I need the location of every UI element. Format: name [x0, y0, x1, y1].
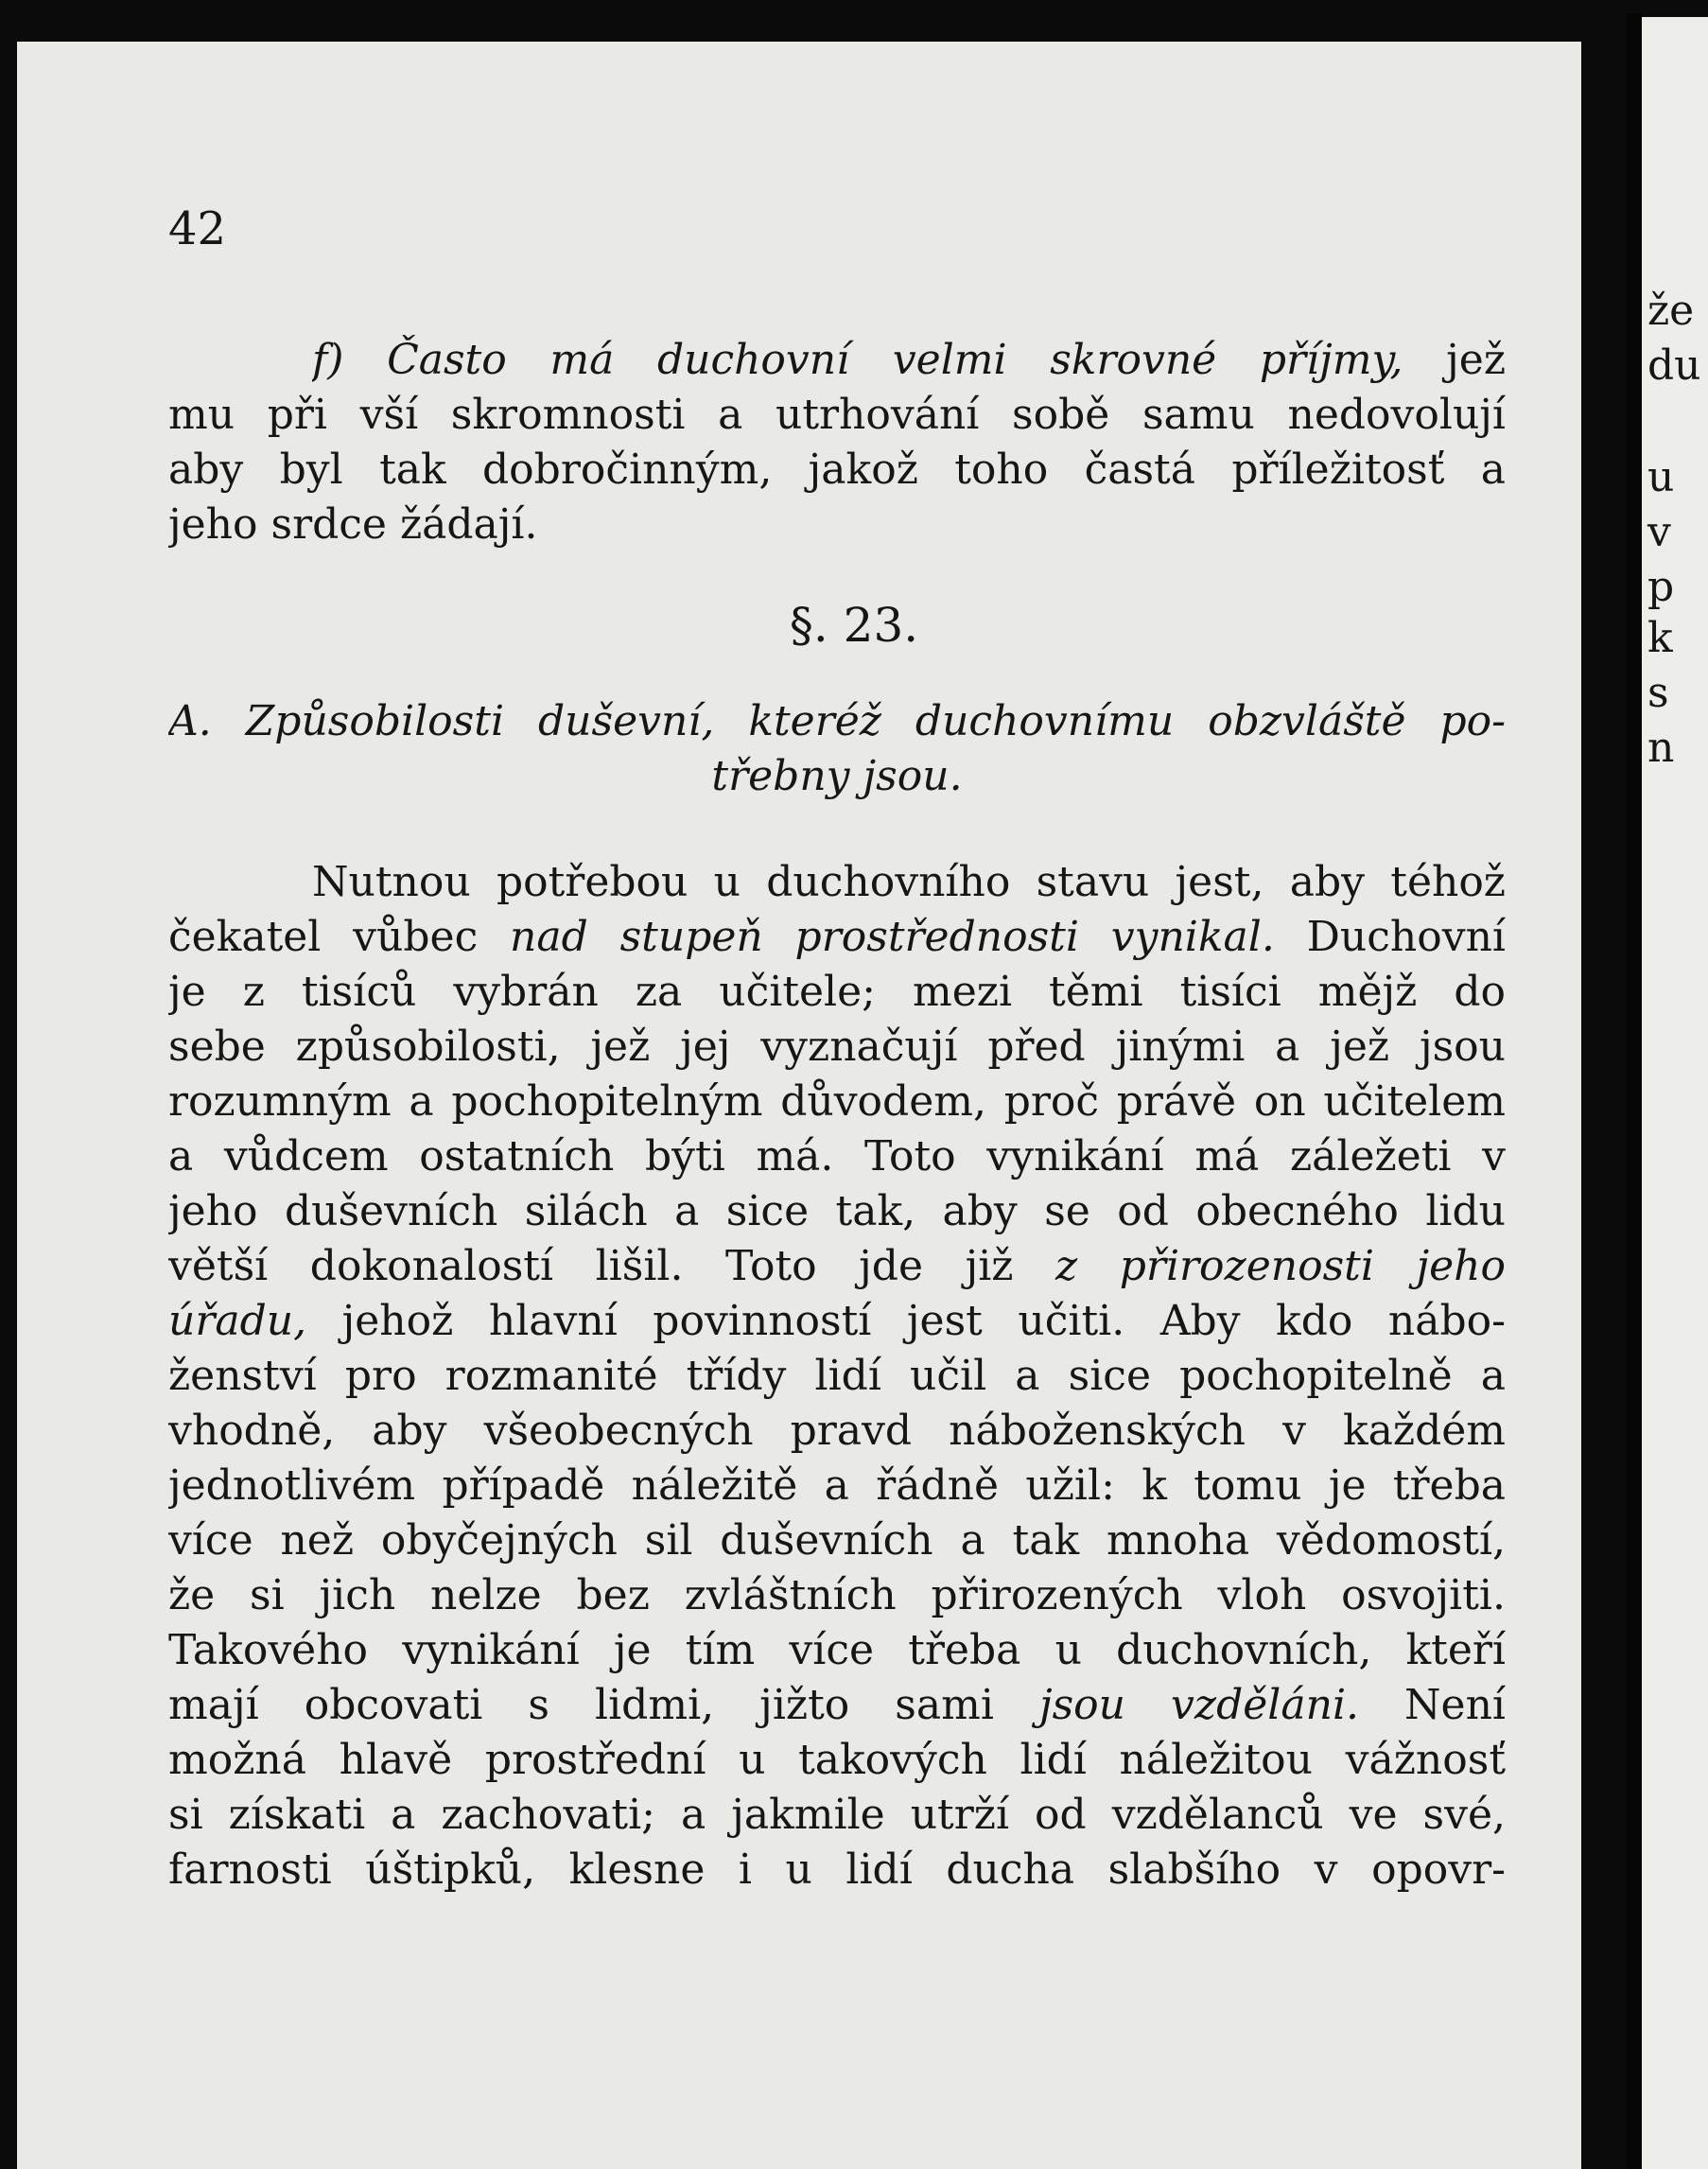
- book-page-right-edge: [1642, 17, 1708, 2169]
- body-line: je z tisíců vybrán za učitele; mezi těmi tisíci mějž do: [168, 968, 1506, 1016]
- paragraph-f-line-3: aby byl tak dobročinným, jakož toho častá příležitosť a: [168, 446, 1506, 494]
- facing-page-fragment: že: [1647, 287, 1695, 335]
- body-text: větší dokonalostí lišil. Toto jde již: [168, 1242, 1056, 1290]
- body-italic-text: z přirozenosti jeho: [1055, 1242, 1506, 1290]
- body-line: Nutnou potřebou u duchovního stavu jest, aby téhož: [312, 858, 1506, 906]
- facing-page-fragment: n: [1647, 724, 1675, 772]
- body-line: [168, 910, 1506, 965]
- facing-page-fragment: du: [1647, 341, 1701, 390]
- body-line: Takového vynikání je tím více třeba u duchovních, kteří: [168, 1626, 1506, 1674]
- body-line: sebe způsobilosti, jež jej vyznačují před jinými a jež jsou: [168, 1023, 1506, 1071]
- body-line: [168, 1294, 1506, 1349]
- paragraph-f-line-1: [312, 333, 1506, 388]
- section-number: §. 23.: [789, 598, 919, 653]
- body-line: [168, 1678, 1506, 1733]
- body-line: že si jich nelze bez zvláštních přirozených vloh osvojiti.: [168, 1571, 1506, 1619]
- body-line: vhodně, aby všeobecných pravd náboženských v každém: [168, 1407, 1506, 1455]
- facing-page-fragment: v: [1647, 508, 1671, 556]
- body-line: a vůdcem ostatních býti má. Toto vynikání má záležeti v: [168, 1132, 1506, 1181]
- paragraph-f-italic-text: f) Často má duchovní velmi skrovné příjmy,: [312, 336, 1403, 384]
- page-number: 42: [168, 202, 227, 255]
- paragraph-f-line-4: jeho srdce žádají.: [168, 500, 538, 549]
- body-text: čekatel vůbec: [168, 913, 511, 961]
- facing-page-fragment: p: [1647, 563, 1675, 611]
- body-line: si získati a zachovati; a jakmile utrží od vzdělanců ve své,: [168, 1791, 1506, 1839]
- body-line: [168, 1239, 1506, 1294]
- facing-page-fragment: k: [1647, 614, 1673, 662]
- facing-page-fragment: s: [1647, 669, 1669, 717]
- section-heading-line-1: [168, 694, 1506, 749]
- section-heading-text: třebny jsou.: [711, 752, 963, 800]
- paragraph-f-line-2: mu při vší skromnosti a utrhování sobě samu nedovolují: [168, 391, 1506, 439]
- body-text: mají obcovati s lidmi, jižto sami: [168, 1681, 1039, 1729]
- section-heading-text: A. Způsobilosti duševní, kteréž duchovnímu obzvláště po-: [168, 697, 1506, 745]
- body-text: Duchovní: [1274, 913, 1506, 961]
- facing-page-fragment: u: [1647, 453, 1675, 501]
- body-text: jehož hlavní povinností jest učiti. Aby kdo nábo-: [306, 1297, 1506, 1345]
- body-line: farnosti úštipků, klesne i u lidí ducha slabšího v opovr-: [168, 1845, 1506, 1894]
- body-italic-text: nad stupeň prostřednosti vynikal.: [510, 913, 1275, 961]
- body-line: více než obyčejných sil duševních a tak mnoha vědomostí,: [168, 1516, 1506, 1565]
- body-line: ženství pro rozmanité třídy lidí učil a sice pochopitelně a: [168, 1352, 1506, 1400]
- book-gutter: [1627, 13, 1642, 2169]
- section-heading-line-2: [168, 749, 1506, 804]
- body-italic-text: jsou vzděláni.: [1038, 1681, 1359, 1729]
- body-text: Není: [1359, 1681, 1506, 1729]
- paragraph-f-text: jež: [1403, 336, 1506, 384]
- body-line: jeho duševních silách a sice tak, aby se od obecného lidu: [168, 1187, 1506, 1235]
- body-line: možná hlavě prostřední u takových lidí náležitou vážnosť: [168, 1736, 1506, 1784]
- body-line: jednotlivém případě náležitě a řádně užil: k tomu je třeba: [168, 1461, 1506, 1510]
- body-italic-text: úřadu,: [168, 1297, 307, 1345]
- body-line: rozumným a pochopitelným důvodem, proč právě on učitelem: [168, 1077, 1506, 1126]
